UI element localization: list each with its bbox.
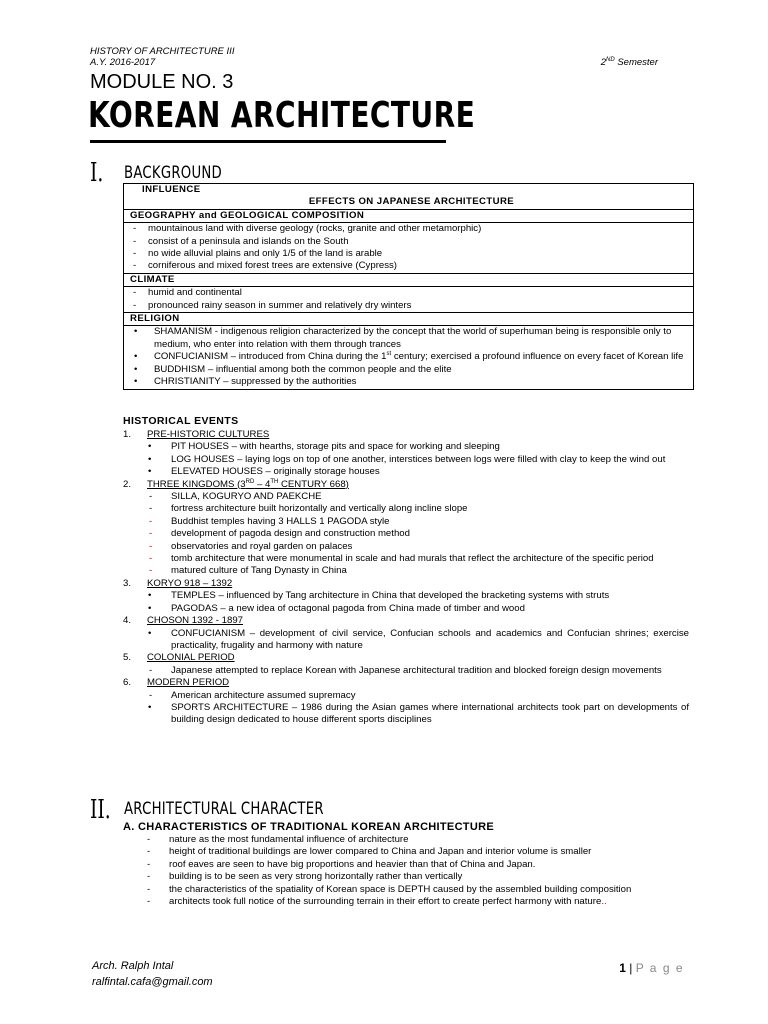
list-item: - humid and continental: [124, 287, 693, 299]
list-item: - height of traditional buildings are lower compared to China and Japan and interior volume is smaller: [145, 846, 689, 858]
characteristics-list: [123, 834, 689, 908]
list-item: - pronounced rainy season in summer and relatively dry winters: [124, 300, 693, 312]
climate-list: [124, 287, 693, 312]
list-item: - the characteristics of the spatiality of Korean space is DEPTH caused by the assembled building composition: [145, 884, 689, 896]
list-item: - corniferous and mixed forest trees are extensive (Cypress): [124, 260, 693, 272]
influence-header: INFLUENCE: [142, 184, 201, 195]
section-2-title: ARCHITECTURAL CHARACTER: [124, 799, 324, 819]
event-title: COLONIAL PERIOD: [147, 652, 235, 664]
list-item: • ELEVATED HOUSES – originally storage houses: [147, 466, 689, 478]
list-item: - development of pagoda design and construction method: [147, 528, 689, 540]
events-heading: HISTORICAL EVENTS: [123, 415, 239, 427]
list-item: • PIT HOUSES – with hearths, storage pits and space for working and sleeping: [147, 441, 689, 453]
list-item: - tomb architecture that were monumental in scale and had murals that reflect the architecture of the specific period: [147, 553, 689, 565]
event-title: KORYO 918 – 1392: [147, 577, 233, 589]
event-title: MODERN PERIOD: [147, 677, 230, 689]
list-item: - nature as the most fundamental influence of architecture: [145, 834, 689, 846]
list-item: • CONFUCIANISM – development of civil service, Confucian schools and academics and Confucian shrines; exercise practicality, frugality and harmony with nature: [147, 628, 689, 653]
historical-events: [123, 415, 689, 727]
section-2-number: II.: [90, 795, 111, 825]
list-item: • BUDDHISM – influential among both the common people and the elite: [124, 364, 693, 376]
title-underline: [90, 140, 446, 143]
climate-heading: CLIMATE: [124, 273, 694, 286]
list-item: • TEMPLES – influenced by Tang architecture in China that developed the bracketing systems with struts: [147, 590, 689, 602]
list-item: - Buddhist temples having 3 HALLS 1 PAGODA style: [147, 516, 689, 528]
list-item: - mountainous land with diverse geology (rocks, granite and other metamorphic): [124, 223, 693, 235]
event-colonial: 5. COLONIAL PERIOD - Japanese attempted to replace Korean with Japanese architectural tradition and blocked foreign design movements: [123, 652, 689, 677]
geography-list: [124, 223, 693, 273]
climate-cell: [124, 287, 694, 313]
list-item: • LOG HOUSES – laying logs on top of one another, interstices between logs were filled with clay to keep the wind out: [147, 454, 689, 466]
event-title: CHOSON 1392 - 1897: [147, 615, 243, 627]
list-item: - observatories and royal garden on palaces: [147, 541, 689, 553]
event-modern: 6. MODERN PERIOD - American architecture assumed supremacy • SPORTS ARCHITECTURE – 1986 during the Asian games where international architects took part on developments of building design dedicated to house different sports disciplines: [123, 677, 689, 727]
list-item: - Japanese attempted to replace Korean with Japanese architectural tradition and blocked foreign design movements: [147, 665, 689, 677]
list-item: - fortress architecture built horizontally and vertically along incline slope: [147, 503, 689, 515]
list-item: • SHAMANISM - indigenous religion characterized by the concept that the world of superhuman being is responsible only to medium, who enter into relation with them through trances: [124, 326, 693, 351]
effects-header: EFFECTS ON JAPANESE ARCHITECTURE: [308, 196, 515, 208]
list-item: • PAGODAS – a new idea of octagonal pagoda from China made of timber and wood: [147, 603, 689, 615]
event-title: THREE KINGDOMS (3RD – 4TH CENTURY 668): [147, 478, 349, 490]
event-title: PRE-HISTORIC CULTURES: [147, 429, 270, 440]
list-item: - no wide alluvial plains and only 1/5 of the land is arable: [124, 248, 693, 260]
list-item: - architects took full notice of the surrounding terrain in their effort to create perfect harmony with nature..: [145, 896, 689, 908]
list-item: - consist of a peninsula and islands on the South: [124, 236, 693, 248]
author-email[interactable]: ralfintal.cafa@gmail.com: [92, 976, 213, 988]
list-item: - roof eaves are seen to have big proportions and heavier than that of China and Japan.: [145, 859, 689, 871]
list-item: - matured culture of Tang Dynasty in China: [147, 565, 689, 577]
geography-cell: [124, 223, 694, 274]
religion-cell: [124, 326, 694, 389]
section-1-title: BACKGROUND: [124, 163, 222, 183]
characteristics-heading: A. CHARACTERISTICS OF TRADITIONAL KOREAN ARCHITECTURE: [123, 821, 494, 833]
table-header-row: [124, 184, 694, 210]
author-name: Arch. Ralph Intal: [92, 960, 174, 972]
list-item: - SILLA, KOGURYO AND PAEKCHE: [147, 491, 689, 503]
religion-heading: RELIGION: [124, 313, 694, 326]
section-1-number: I.: [90, 158, 104, 188]
academic-year: A.Y. 2016-2017: [90, 57, 156, 68]
geography-heading: GEOGRAPHY and GEOLOGICAL COMPOSITION: [124, 209, 694, 222]
module-number: MODULE NO. 3: [90, 71, 234, 93]
table-header: [124, 184, 694, 210]
course-name: HISTORY OF ARCHITECTURE III: [90, 46, 235, 57]
event-three-kingdoms: 2. THREE KINGDOMS (3RD – 4TH CENTURY 668) - SILLA, KOGURYO AND PAEKCHE - fortress architecture built horizontally and vertically along incline slope - Buddhist temples having 3 HALLS 1 PAGODA style - development of pagoda design and construction method - observatories and royal garden on palaces - tomb architecture that were monumental in scale and had murals that reflect the architecture of the specific period - matured culture of Tang Dynasty in China: [123, 479, 689, 578]
list-item: - building is to be seen as very strong horizontally rather than vertically: [145, 871, 689, 883]
background-table: [123, 183, 694, 390]
event-koryo: 3. KORYO 918 – 1392 • TEMPLES – influenced by Tang architecture in China that developed the bracketing systems with struts • PAGODAS – a new idea of octagonal pagoda from China made of timber and wood: [123, 578, 689, 615]
religion-list: [124, 326, 693, 388]
event-choson: 4. CHOSON 1392 - 1897 • CONFUCIANISM – development of civil service, Confucian schools and academics and Confucian shrines; exercise practicality, frugality and harmony with nature: [123, 615, 689, 652]
list-item: • CHRISTIANITY – suppressed by the authorities: [124, 376, 693, 388]
list-item: • CONFUCIANISM – introduced from China during the 1st century; exercised a profound influence on every facet of Korean life: [124, 351, 693, 363]
page-title: KOREAN ARCHITECTURE: [88, 95, 476, 136]
architectural-character: [123, 820, 689, 908]
semester: 2ND Semester: [600, 56, 658, 68]
list-item: - American architecture assumed supremacy: [147, 690, 689, 702]
event-prehistoric: 1. PRE-HISTORIC CULTURES • PIT HOUSES – with hearths, storage pits and space for working and sleeping • LOG HOUSES – laying logs on top of one another, interstices between logs were filled with clay to keep the wind out • ELEVATED HOUSES – originally storage houses: [123, 429, 689, 479]
page-number: 1 | P a g e: [619, 961, 684, 975]
list-item: • SPORTS ARCHITECTURE – 1986 during the Asian games where international architects took part on developments of building design dedicated to house different sports disciplines: [147, 702, 689, 727]
